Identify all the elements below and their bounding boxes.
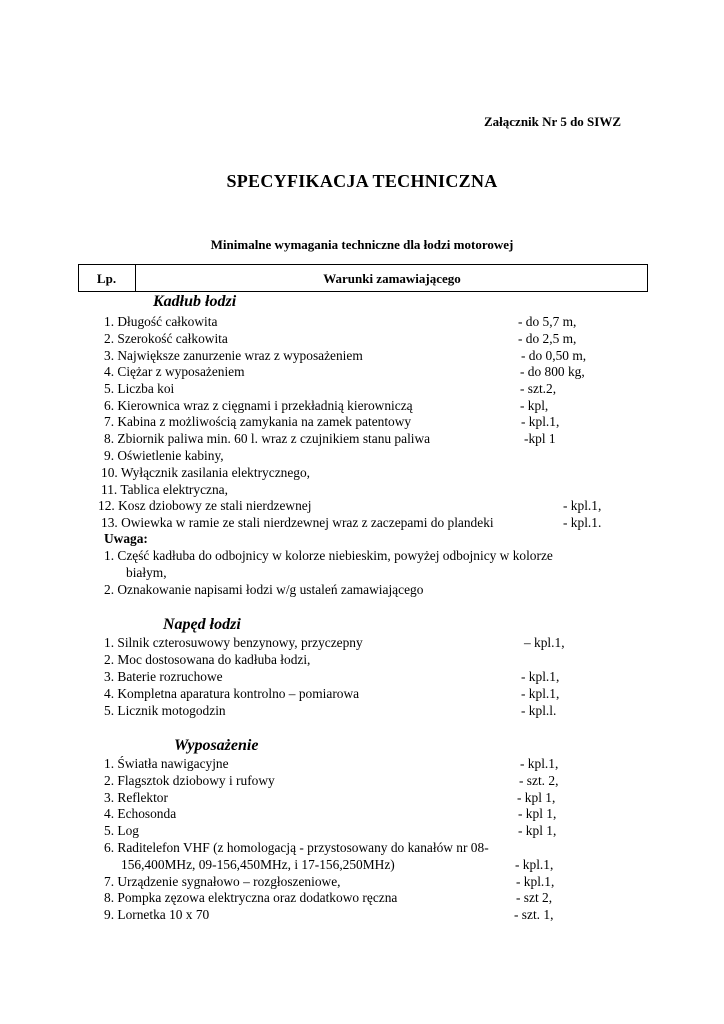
hull-item-1-value: - do 5,7 m, (518, 314, 577, 329)
hull-item-4-value: - do 800 kg, (520, 364, 585, 379)
equipment-item-6: 6. Raditelefon VHF (z homologacją - przystosowany do kanałów nr 08- (104, 840, 489, 855)
equipment-item-6-cont: 156,400MHz, 09-156,450MHz, i 17-156,250MHz) (121, 857, 395, 872)
hull-item-10: 10. Wyłącznik zasilania elektrycznego, (101, 465, 311, 480)
hull-item-5-value: - szt.2, (520, 381, 557, 396)
hull-item-3-value: - do 0,50 m, (521, 348, 587, 363)
section-title-hull: Kadłub łodzi (153, 293, 237, 310)
hull-item-9: 9. Oświetlenie kabiny, (104, 448, 224, 463)
hull-item-13: 13. Owiewka w ramie ze stali nierdzewnej wraz z zaczepami do plandeki (101, 515, 494, 530)
equipment-item-9: 9. Lornetka 10 x 70 (104, 907, 210, 922)
hull-item-5: 5. Liczba koi (104, 381, 175, 396)
hull-note-1: 1. Część kadłuba do odbojnicy w kolorze niebieskim, powyżej odbojnicy w kolorze (104, 548, 553, 563)
equipment-item-1: 1. Światła nawigacyjne (104, 756, 229, 771)
equipment-item-6-value: - kpl.1, (515, 857, 554, 872)
section-title-equipment: Wyposażenie (174, 737, 259, 754)
hull-note-2: 2. Oznakowanie napisami łodzi w/g ustaleń zamawiającego (104, 582, 424, 597)
drive-item-2: 2. Moc dostosowana do kadłuba łodzi, (104, 652, 311, 667)
hull-item-12-value: - kpl.1, (563, 498, 602, 513)
drive-item-4: 4. Kompletna aparatura kontrolno – pomiarowa (104, 686, 360, 701)
hull-note-1-cont: białym, (126, 565, 167, 580)
drive-item-1-value: – kpl.1, (524, 635, 565, 650)
drive-item-1: 1. Silnik czterosuwowy benzynowy, przyczepny (104, 635, 363, 650)
equipment-item-3-value: - kpl 1, (517, 790, 556, 805)
equipment-item-7: 7. Urządzenie sygnałowo – rozgłoszeniowe, (104, 874, 341, 889)
equipment-item-7-value: - kpl.1, (516, 874, 555, 889)
hull-item-8: 8. Zbiornik paliwa min. 60 l. wraz z czujnikiem stanu paliwa (104, 431, 431, 446)
hull-item-2: 2. Szerokość całkowita (104, 331, 228, 346)
document-title: SPECYFIKACJA TECHNICZNA (226, 171, 498, 191)
equipment-item-4-value: - kpl 1, (518, 806, 557, 821)
equipment-item-9-value: - szt. 1, (514, 907, 554, 922)
drive-item-5-value: - kpl.l. (521, 703, 557, 718)
hull-item-6: 6. Kierownica wraz z cięgnami i przekładnią kierowniczą (104, 398, 413, 413)
equipment-item-3: 3. Reflektor (104, 790, 168, 805)
drive-item-4-value: - kpl.1, (521, 686, 560, 701)
drive-item-5: 5. Licznik motogodzin (104, 703, 226, 718)
hull-item-2-value: - do 2,5 m, (518, 331, 577, 346)
drive-item-3: 3. Baterie rozruchowe (104, 669, 223, 684)
hull-item-4: 4. Ciężar z wyposażeniem (104, 364, 245, 379)
equipment-item-8-value: - szt 2, (516, 890, 553, 905)
table-header-lp: Lp. (96, 271, 117, 286)
equipment-item-5-value: - kpl 1, (518, 823, 557, 838)
hull-item-13-value: - kpl.1. (563, 515, 602, 530)
hull-item-8-value: -kpl 1 (524, 431, 556, 446)
equipment-item-5: 5. Log (104, 823, 139, 838)
equipment-item-4: 4. Echosonda (104, 806, 177, 821)
equipment-item-2-value: - szt. 2, (519, 773, 559, 788)
hull-item-6-value: - kpl, (520, 398, 549, 413)
hull-item-11: 11. Tablica elektryczna, (101, 482, 228, 497)
hull-item-1: 1. Długość całkowita (104, 314, 218, 329)
equipment-item-8: 8. Pompka zęzowa elektryczna oraz dodatkowo ręczna (104, 890, 398, 905)
annex-label: Załącznik Nr 5 do SIWZ (484, 114, 622, 129)
drive-item-3-value: - kpl.1, (521, 669, 560, 684)
hull-item-7: 7. Kabina z możliwością zamykania na zamek patentowy (104, 414, 412, 429)
hull-item-3: 3. Największe zanurzenie wraz z wyposażeniem (104, 348, 363, 363)
hull-item-7-value: - kpl.1, (521, 414, 560, 429)
hull-note-label: Uwaga: (104, 531, 148, 546)
section-title-drive: Napęd łodzi (163, 616, 241, 633)
hull-item-12: 12. Kosz dziobowy ze stali nierdzewnej (98, 498, 312, 513)
equipment-item-1-value: - kpl.1, (520, 756, 559, 771)
equipment-item-2: 2. Flagsztok dziobowy i rufowy (104, 773, 275, 788)
document-subtitle: Minimalne wymagania techniczne dla łodzi motorowej (210, 237, 514, 252)
table-header-conditions: Warunki zamawiającego (323, 271, 461, 286)
